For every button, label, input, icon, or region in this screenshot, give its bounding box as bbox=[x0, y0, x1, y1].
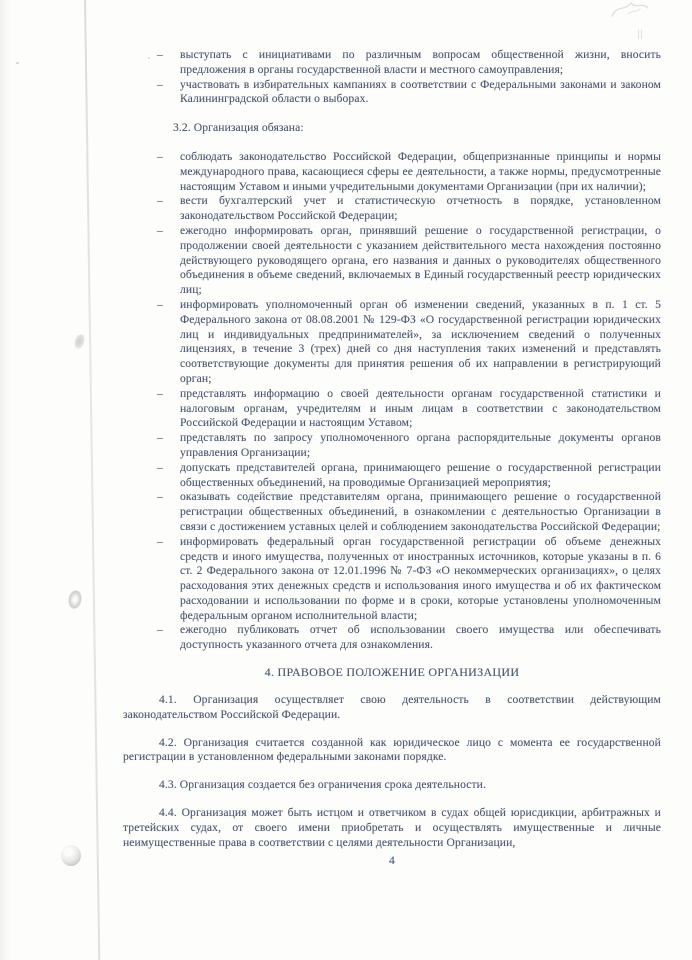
list-item bbox=[157, 386, 661, 431]
list-item-text: допускать представителей органа, принимающего решение о государственной регистрации общественных объединений, на проводимые Организацией мероприятия; bbox=[180, 460, 661, 489]
dash-marker: – bbox=[157, 194, 163, 208]
page-number: 4 bbox=[389, 854, 395, 868]
list-item-text: представлять информацию о своей деятельности органам государственной статистики и налоговым органам, учредителям и иным лицам в соответствии с законодательством Российской Федерации и настоящим Уставом; bbox=[180, 386, 661, 430]
list-item-text: оказывать содействие представителям органа, принимающего решение о государственной регистрации общественных объединений, в ознакомлении с деятельностью Организации в связи с достижением уставных целей и соблюдением законодательства Российской Федерации; bbox=[180, 490, 661, 533]
list-item bbox=[157, 297, 661, 387]
binding-hole-mark-middle bbox=[65, 587, 85, 612]
dash-marker: – bbox=[157, 149, 163, 163]
dash-marker: – bbox=[157, 77, 163, 91]
section-3-2-heading: 3.2. Организация обязана: bbox=[173, 121, 304, 135]
list-item bbox=[157, 48, 661, 78]
dash-marker: – bbox=[157, 223, 163, 237]
list-item bbox=[157, 490, 661, 534]
list-item bbox=[157, 149, 661, 194]
list-item bbox=[157, 77, 661, 108]
binding-hole-mark-top bbox=[70, 330, 89, 354]
list-item bbox=[157, 623, 661, 653]
list-item-text: представлять по запросу уполномоченного органа распорядительные документы органов управления Организации; bbox=[180, 431, 661, 459]
binding-fold-line bbox=[84, 0, 100, 960]
binding-hole-mark-bottom bbox=[61, 845, 81, 866]
list-item bbox=[157, 194, 661, 224]
list-item bbox=[157, 223, 661, 298]
list-item bbox=[157, 460, 661, 491]
dash-marker: – bbox=[157, 386, 163, 400]
list-item bbox=[157, 431, 661, 461]
section-4-title: 4. ПРАВОВОЕ ПОЛОЖЕНИЕ ОРГАНИЗАЦИИ bbox=[264, 665, 520, 680]
list-item-text: соблюдать законодательство Российской Федерации, общепризнанные принципы и нормы международного права, касающиеся сферы ее деятельности, а также нормы, предусмотренные настоящим Уставом и иными учредительными документами Организации (при их наличии); bbox=[180, 149, 661, 193]
scan-speck-mark bbox=[638, 26, 646, 36]
paragraph-4-4: 4.4. Организация может быть истцом и ответчиком в судах общей юрисдикции, арбитражных и третейских судах, от своего имени приобретать и осуществлять имущественные и личные неимущественные права в соответствии с целями деятельности Организации, bbox=[123, 806, 661, 849]
obligations-list bbox=[123, 150, 661, 653]
list-item bbox=[157, 534, 661, 624]
list-item-text: ежегодно публиковать отчет об использовании своего имущества или обеспечивать доступность указанного отчета для ознакомления. bbox=[180, 623, 661, 652]
paragraph-4-1: 4.1. Организация осуществляет свою деятельность в соответствии действующим законодательством Российской Федерации. bbox=[123, 693, 661, 721]
list-item-text: ежегодно информировать орган, принявший решение о государственной регистрации, о продолжении своей деятельности с указанием действительного места нахождения постоянно действующего руководящего органа, его названия и данных о руководителях общественного объединения в объеме сведений, включаемых в Единый государственный реестр юридических лиц; bbox=[180, 223, 661, 297]
document-content bbox=[123, 48, 661, 869]
dash-marker: – bbox=[157, 623, 163, 637]
pen-scribble-mark bbox=[598, 0, 668, 30]
paragraph-4-2: 4.2. Организация считается созданной как юридическое лицо с момента ее государственной регистрации в установленном федеральными законами порядке. bbox=[123, 735, 661, 764]
dash-marker: – bbox=[157, 534, 163, 548]
dash-marker: – bbox=[157, 297, 163, 311]
rights-list bbox=[123, 48, 661, 107]
scan-speck-left bbox=[16, 62, 19, 64]
paragraph-4-3: 4.3. Организация создается без ограничения срока деятельности. bbox=[159, 778, 486, 792]
dash-marker: – bbox=[157, 48, 163, 61]
dash-marker: – bbox=[157, 431, 163, 445]
list-item-text: участвовать в избирательных кампаниях в соответствии с Федеральными законами и законом Калининградской области о выборах. bbox=[180, 77, 661, 106]
list-item-text: информировать уполномоченный орган об изменении сведений, указанных в п. 1 ст. 5 Федерального закона от 08.08.2001 № 129-ФЗ «О государственной регистрации юридических лиц и индивидуальных предпринимателей», за исключением сведений о полученных лицензиях, в течение 3 (трех) дней со дня наступления таких изменений и представлять соответствующие документы для принятия решения об их направлении в регистрирующий орган; bbox=[180, 297, 661, 385]
list-item-text: информировать федеральный орган государственной регистрации об объеме денежных средств и иного имущества, полученных от иностранных источников, которые указаны в п. 6 ст. 2 Федерального закона от 12.01.1996 № 7-ФЗ «О некоммерческих организациях», о целях расходования этих денежных средств и использования иного имущества и об их фактическом расходовании и использовании по форме и в сроки, которые установлены уполномоченным федеральным органом исполнительной власти; bbox=[180, 534, 661, 622]
dash-marker: – bbox=[157, 460, 163, 474]
list-item-text: выступать с инициативами по различным вопросам общественной жизни, вносить предложения в органы государственной власти и местного самоуправления; bbox=[180, 48, 661, 76]
dash-marker: – bbox=[157, 490, 163, 504]
list-item-text: вести бухгалтерский учет и статистическую отчетность в порядке, установленном законодательством Российской Федерации; bbox=[180, 194, 661, 223]
